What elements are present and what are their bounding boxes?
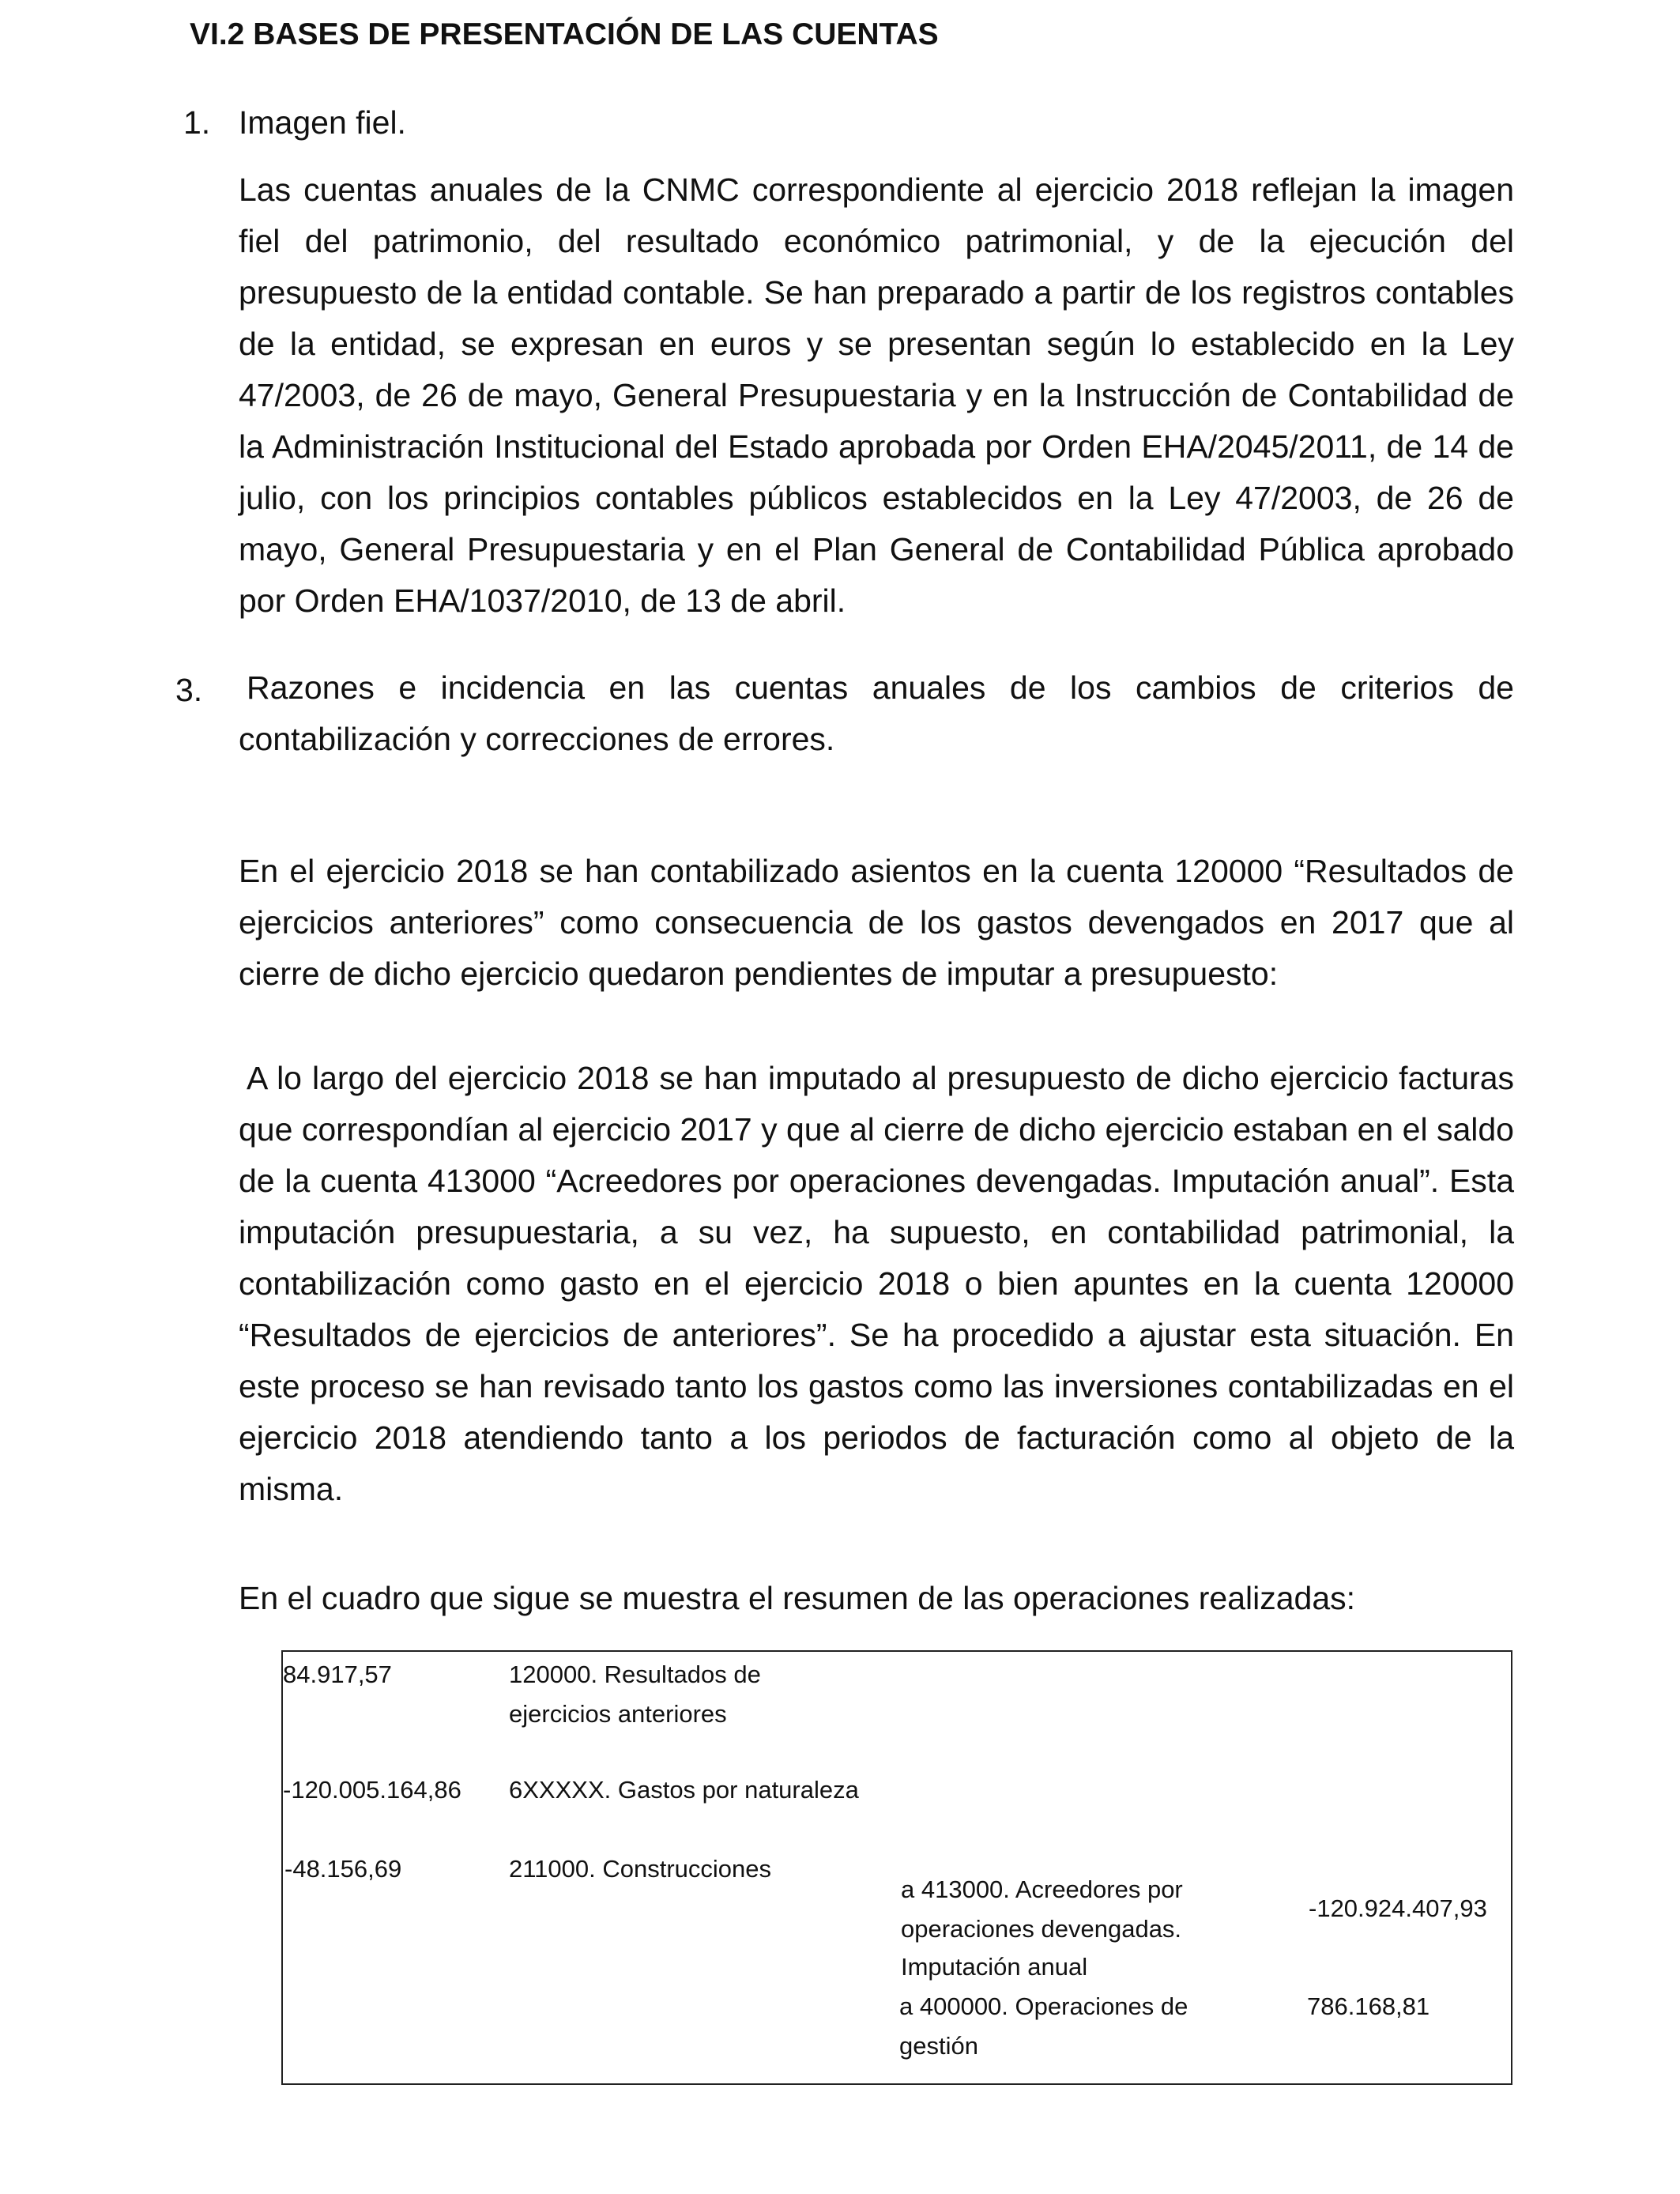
- item3-paragraph2: A lo largo del ejercicio 2018 se han imputado al presupuesto de dicho ejercicio facturas que correspondían al ejercicio 2017 y que al cierre de dicho ejercicio estaban en el saldo de la cuenta 413000 “Acreedores por operaciones devengadas. Imputación anual”. Esta imputación presupuestaria, a su vez, ha supuesto, en contabilidad patrimonial, la contabilización como gasto en el ejercicio 2018 o bien apuntes en la cuenta 120000 “Resultados de ejercicios de anteriores”. Se ha procedido a ajustar esta situación. En este proceso se han revisado tanto los gastos como las inversiones contabilizadas en el ejercicio 2018 atendiendo tanto a los periodos de facturación como al objeto de la misma.: [239, 1060, 1514, 1507]
- debit-amount-1: 84.917,57: [283, 1661, 392, 1688]
- item1-paragraph: Las cuentas anuales de la CNMC correspondiente al ejercicio 2018 reflejan la imagen fiel del patrimonio, del resultado económico patrimonial, y de la ejecución del presupuesto de la entidad contable. Se han preparado a partir de los registros contables de la entidad, se expresan en euros y se presentan según lo establecido en la Ley 47/2003, de 26 de mayo, General Presupuestaria y en la Instrucción de Contabilidad de la Administración Institucional del Estado aprobada por Orden EHA/2045/2011, de 14 de julio, con los principios contables públicos establecidos en la Ley 47/2003, de 26 de mayo, General Presupuestaria y en el Plan General de Contabilidad Pública aprobado por Orden EHA/1037/2010, de 13 de abril.: [239, 172, 1514, 619]
- credit-account-1-line3: Imputación anual: [901, 1953, 1088, 1981]
- item1-heading: Imagen fiel.: [239, 104, 406, 141]
- operations-table: [281, 1650, 1512, 2085]
- debit-account-1-line1: 120000. Resultados de: [509, 1661, 761, 1688]
- debit-account-1-line2: ejercicios anteriores: [509, 1700, 727, 1728]
- item1-number: 1.: [183, 104, 211, 141]
- debit-amount-3: -48.156,69: [284, 1855, 402, 1883]
- credit-account-2-line1: a 400000. Operaciones de: [899, 1992, 1188, 2020]
- credit-account-1-line2: operaciones devengadas.: [901, 1915, 1182, 1943]
- item3-number: 3.: [175, 672, 203, 708]
- debit-account-3: 211000. Construcciones: [509, 1855, 772, 1883]
- item3-heading: Razones e incidencia en las cuentas anuales de los cambios de criterios de contabilización y correcciones de errores.: [239, 669, 1514, 757]
- item3-paragraph3: En el cuadro que sigue se muestra el resumen de las operaciones realizadas:: [239, 1580, 1356, 1616]
- section-title: VI.2 BASES DE PRESENTACIÓN DE LAS CUENTAS: [190, 17, 939, 51]
- item3-paragraph1: En el ejercicio 2018 se han contabilizado asientos en la cuenta 120000 “Resultados de ejercicios anteriores” como consecuencia de los gastos devengados en 2017 que al cierre de dicho ejercicio quedaron pendientes de imputar a presupuesto:: [239, 853, 1514, 992]
- credit-amount-1: -120.924.407,93: [1309, 1894, 1487, 1922]
- table-bottom-border: [281, 2083, 1512, 2085]
- debit-amount-2: -120.005.164,86: [283, 1776, 461, 1804]
- debit-account-2: 6XXXXX. Gastos por naturaleza: [509, 1776, 859, 1804]
- credit-account-1-line1: a 413000. Acreedores por: [901, 1875, 1183, 1903]
- credit-amount-2: 786.168,81: [1307, 1992, 1430, 2020]
- credit-account-2-line2: gestión: [899, 2032, 978, 2060]
